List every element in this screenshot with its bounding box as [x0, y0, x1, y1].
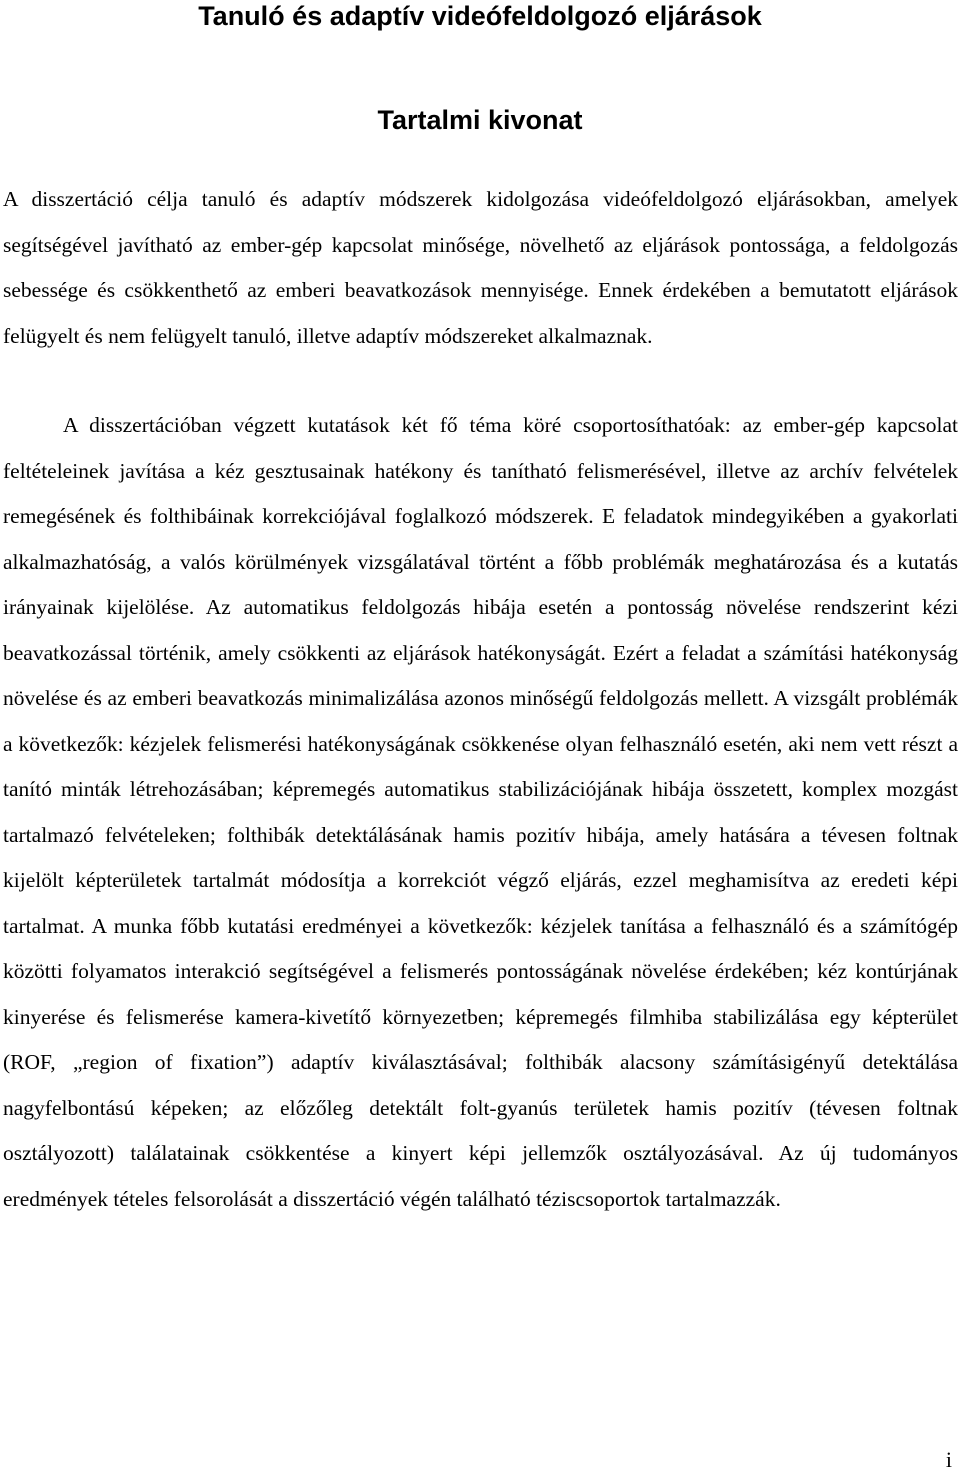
page-number: i — [945, 1447, 952, 1472]
abstract-paragraph-1: A disszertáció célja tanuló és adaptív módszerek kidolgozása videófeldolgozó eljárásokban, amelyek segítségével javítható az ember-gép kapcsolat minősége, növelhető az eljárások pontossága, a feldolgozás sebessége és csökkenthető az emberi beavatkozások mennyisége. Ennek érdekében a bemutatott eljárások felügyelt és nem felügyelt tanuló, illetve adaptív módszereket alkalmaznak. — [3, 187, 958, 348]
abstract-paragraph-2: A disszertációban végzett kutatások két fő téma köré csoportosíthatóak: az ember-gép kapcsolat feltételeinek javítása a kéz gesztusainak hatékony és tanítható felismerésével, illetve az archív felvételek remegésének és folthibáinak korrekciójával foglalkozó módszerek. E feladatok mindegyikében a gyakorlati alkalmazhatóság, a valós körülmények vizsgálatával történt a főbb problémák meghatározása és a kutatás irányainak kijelölése. Az automatikus feldolgozás hibája esetén a pontosság növelése rendszerint kézi beavatkozással történik, amely csökkenti az eljárások hatékonyságát. Ezért a feladat a számítási hatékonyság növelése és az emberi beavatkozás minimalizálása azonos minőségű feldolgozás mellett. A vizsgált problémák a következők: kézjelek felismerési hatékonyságának csökkenése olyan felhasználó esetén, aki nem vett részt a tanító minták létrehozásában; képremegés automatikus stabilizációjának hibája összetett, komplex mozgást tartalmazó felvételeken; folthibák detektálásának hamis pozitív hibája, amely hatására a tévesen foltnak kijelölt képterületek tartalmát módosítja a korrekciót végző eljárás, ezzel meghamisítva az eredeti képi tartalmat. A munka főbb kutatási eredményei a következők: kézjelek tanítása a felhasználó és a számítógép közötti folyamatos interakció segítségével a felismerés pontosságának növelése érdekében; kéz kontúrjának kinyerése és felismerése kamera-kivetítő környezetben; képremegés filmhiba stabilizálása egy képterület (ROF, „region of fixation”) adaptív kiválasztásával; folthibák alacsony számításigényű detektálása nagyfelbontású képeken; az előzőleg detektált folt-gyanús területek hamis pozitív (tévesen foltnak osztályozott) találatainak csökkentése a kinyert képi jellemzők osztályozásával. Az új tudományos eredmények tételes felsorolását a disszertáció végén található téziscsoportok tartalmazzák. — [3, 413, 958, 1211]
section-title-abstract: Tartalmi kivonat — [377, 105, 583, 135]
document-title: Tanuló és adaptív videófeldolgozó eljárások — [198, 1, 762, 31]
